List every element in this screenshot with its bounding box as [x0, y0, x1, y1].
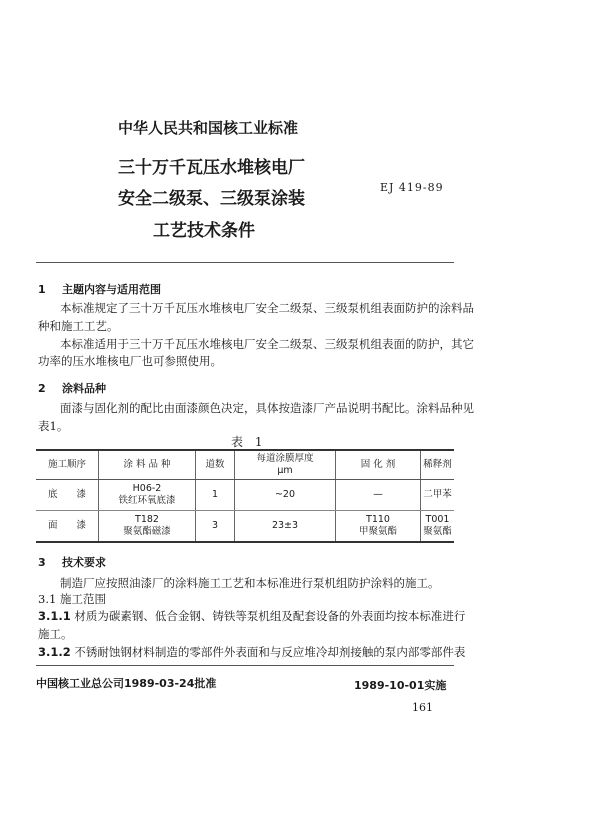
thickness-header-text: 每道涂膜厚度 [256, 453, 314, 464]
paragraph-line: 本标准适用于三十万千瓦压水堆核电厂安全二级泵、三级泵机组表面的防护，其它 [60, 337, 474, 351]
cell-hardener [336, 511, 421, 543]
col-header-thinner: 稀释剂 [421, 450, 455, 480]
cell-hardener: — [336, 480, 421, 511]
footer-divider [36, 665, 454, 666]
clause-number: 3.1 [38, 592, 57, 606]
cell-order: 面 漆 [36, 511, 99, 543]
page-number: 161 [412, 701, 433, 714]
title-line-3: 工艺技术条件 [153, 221, 255, 241]
cell-thinner [421, 511, 455, 543]
table-row [36, 511, 454, 543]
paragraph-line: 制造厂应按照油漆厂的涂料施工工艺和本标准进行泵机组防护涂料的施工。 [60, 576, 440, 590]
table-caption: 表 1 [231, 435, 267, 449]
subsection-3-1 [38, 591, 106, 607]
clause-text: 材质为碳素钢、低合金钢、铸铁等泵机组及配套设备的外表面均按本标准进行 [74, 609, 466, 623]
section-number: 1 [38, 283, 46, 296]
paragraph-line: 本标准规定了三十万千瓦压水堆核电厂安全二级泵、三级泵机组表面防护的涂料品 [60, 301, 474, 315]
material-code: T182 [135, 514, 159, 525]
clause-text: 不锈耐蚀钢材料制造的零部件外表面和与反应堆冷却剂接触的泵内部零部件表 [74, 645, 466, 659]
section-3-heading [38, 554, 106, 570]
hardener-code: T110 [366, 514, 390, 525]
col-header-material: 涂 料 品 种 [99, 450, 196, 480]
cell-coats: 3 [196, 511, 235, 543]
section-title: 主题内容与适用范围 [62, 283, 161, 296]
cell-thickness: 23±3 [235, 511, 336, 543]
paragraph-line: 表1。 [38, 419, 69, 433]
issuing-authority: 中华人民共和国核工业标准 [118, 119, 299, 137]
col-header-hardener: 固 化 剂 [336, 450, 421, 480]
thinner-code: T001 [425, 514, 450, 525]
clause-number: 3.1.2 [38, 645, 71, 659]
clause-title: 施工范围 [59, 592, 106, 606]
section-number: 3 [38, 556, 46, 569]
approval-line: 中国核工业总公司1989-03-24批准 [36, 677, 217, 690]
clause-3-1-2 [38, 644, 465, 660]
paragraph-line: 面漆与固化剂的配比由面漆颜色决定，具体按造漆厂产品说明书配比。涂料品种见 [60, 401, 474, 415]
header-divider [36, 262, 454, 263]
section-title: 技术要求 [62, 556, 106, 569]
cell-thickness: ~20 [235, 480, 336, 511]
paragraph-line: 种和施工工艺。 [38, 319, 119, 333]
coating-table [36, 449, 454, 543]
col-header-thickness [235, 450, 336, 480]
section-2-heading [38, 380, 106, 396]
cell-coats: 1 [196, 480, 235, 511]
paragraph-line: 功率的压水堆核电厂也可参照使用。 [38, 354, 222, 368]
cell-thinner: 二甲苯 [421, 480, 455, 511]
table-row [36, 480, 454, 511]
clause-number: 3.1.1 [38, 609, 71, 623]
col-header-coats: 道数 [196, 450, 235, 480]
clause-3-1-1 [38, 608, 465, 624]
thickness-unit: μm [277, 465, 293, 476]
section-1-heading [38, 281, 161, 297]
title-line-1: 三十万千瓦压水堆核电厂 [118, 158, 305, 178]
hardener-name: 甲聚氨酯 [358, 526, 397, 537]
title-line-2: 安全二级泵、三级泵涂装 [118, 189, 305, 209]
col-header-order: 施工顺序 [36, 450, 99, 480]
cell-material [99, 480, 196, 511]
thinner-name: 聚氨酯 [423, 526, 452, 537]
material-code: H06-2 [132, 483, 162, 494]
table-header-row [36, 450, 454, 480]
effective-date: 1989-10-01实施 [354, 679, 447, 692]
material-name: 聚氨酯磁漆 [123, 526, 171, 537]
cell-material [99, 511, 196, 543]
cell-order: 底 漆 [36, 480, 99, 511]
paragraph-line: 施工。 [38, 627, 73, 641]
material-name: 铁红环氧底漆 [118, 495, 176, 506]
section-title: 涂料品种 [62, 382, 106, 395]
section-number: 2 [38, 382, 46, 395]
standard-code: EJ 419-89 [380, 181, 444, 194]
